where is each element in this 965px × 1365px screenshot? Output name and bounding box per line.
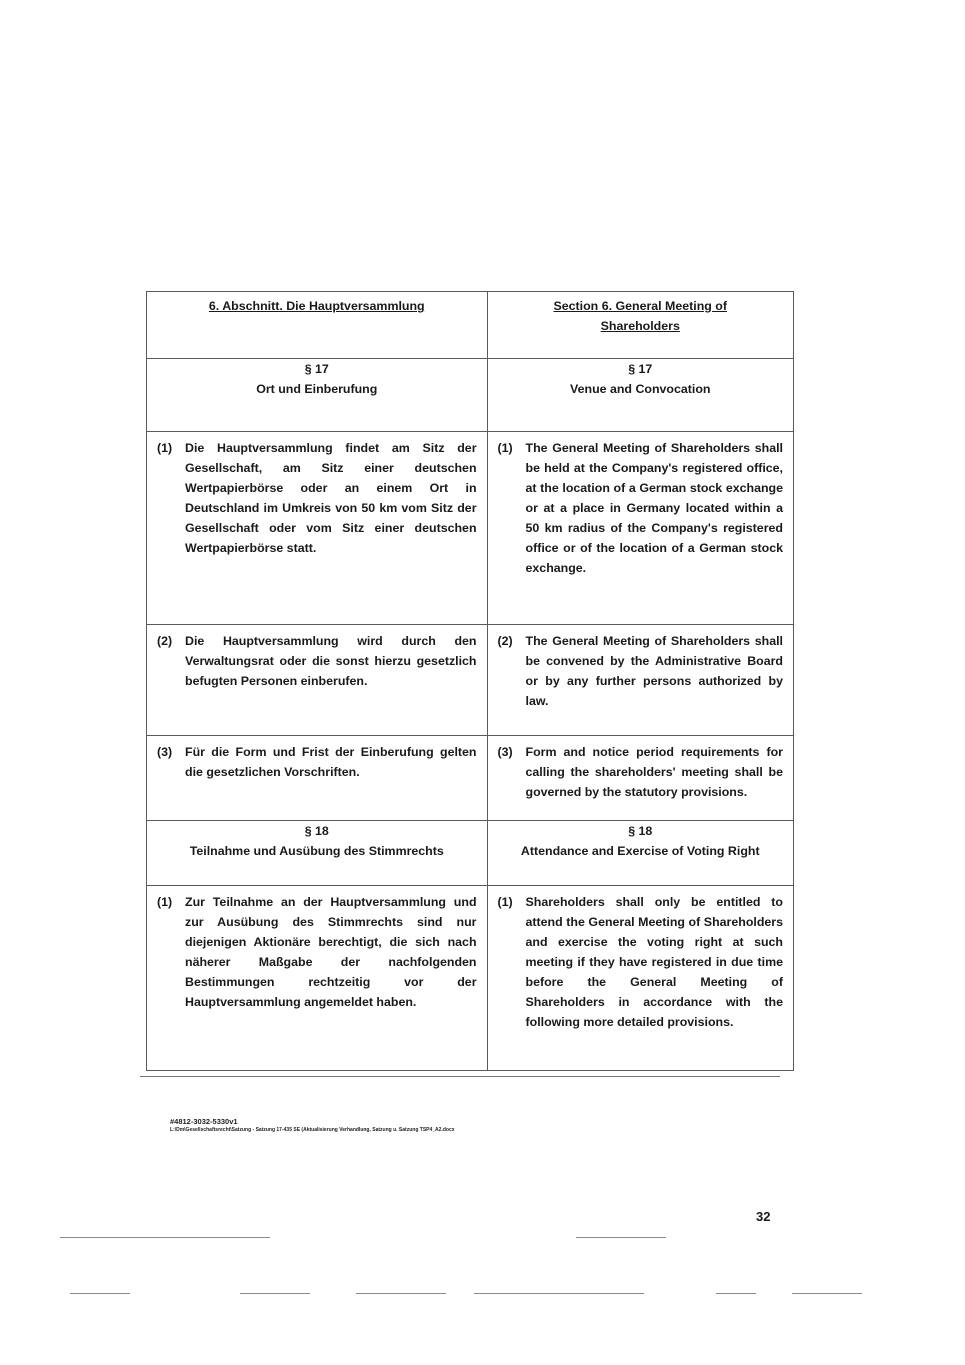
en-s17-number: § 17 bbox=[628, 362, 653, 376]
s17-para-1-row bbox=[147, 432, 794, 625]
de-para-text: Für die Form und Frist der Einberufung gelten die gesetzlichen Vorschriften. bbox=[185, 745, 477, 779]
de-para-number: (2) bbox=[157, 634, 173, 648]
scan-artifact-line bbox=[716, 1293, 756, 1294]
en-para-number: (2) bbox=[497, 634, 513, 648]
de-s17-title: Ort und Einberufung bbox=[256, 382, 378, 396]
de-s17-number: § 17 bbox=[304, 362, 329, 376]
de-para-text: Zur Teilnahme an der Hauptversammlung und zur Ausübung des Stimmrechts sind nur diejenigen Aktionäre berechtigt, die sich nach näherer Maßgabe der nachfolgenden Bestimmungen rechtzeitig vor der Hauptversammlung angemeldet haben. bbox=[185, 895, 477, 1009]
de-s17-para-2 bbox=[147, 625, 488, 736]
s17-header-row bbox=[147, 359, 794, 432]
articles-table bbox=[146, 291, 794, 1071]
de-para-number: (1) bbox=[157, 441, 173, 455]
de-s18-header bbox=[147, 821, 488, 886]
en-s18-title: Attendance and Exercise of Voting Right bbox=[520, 844, 760, 858]
en-para-number: (3) bbox=[497, 745, 513, 759]
en-section-title: Section 6. General Meeting of Shareholders bbox=[553, 299, 728, 333]
de-para-number: (1) bbox=[157, 895, 173, 909]
en-para-text: Form and notice period requirements for calling the shareholders' meeting shall be governed by the statutory provisions. bbox=[525, 745, 783, 799]
de-section-cell bbox=[147, 292, 488, 359]
en-s17-title: Venue and Convocation bbox=[570, 382, 711, 396]
en-s18-header bbox=[487, 821, 793, 886]
en-para-text: Shareholders shall only be entitled to attend the General Meeting of Shareholders and exercise the voting right at such meeting if they have registered in due time before the General Meeting of Shareholders in accordance with the following more detailed provisions. bbox=[525, 895, 783, 1029]
page-number: 32 bbox=[756, 1209, 771, 1224]
s18-header-row bbox=[147, 821, 794, 886]
en-s18-number: § 18 bbox=[628, 824, 653, 838]
de-s17-para-3 bbox=[147, 736, 488, 821]
en-para-number: (1) bbox=[497, 895, 513, 909]
de-para-text: Die Hauptversammlung findet am Sitz der Gesellschaft, am Sitz einer deutschen Wertpapierbörse oder an einem Ort in Deutschland im Umkreis von 50 km vom Sitz der Gesellschaft oder vom Sitz einer deutschen Wertpapierbörse statt. bbox=[185, 441, 477, 555]
de-para-number: (3) bbox=[157, 745, 173, 759]
de-s18-number: § 18 bbox=[304, 824, 329, 838]
en-s17-para-3 bbox=[487, 736, 793, 821]
scan-artifact-line bbox=[240, 1293, 310, 1294]
doc-file-path: L:\Dm\Gesellschaftsrecht\Satzung - Satzung 17-435 SE (Aktualisierung Verhandlung, Satzung u. Satzung TSP4_A2.docx bbox=[170, 1127, 455, 1133]
de-s17-header bbox=[147, 359, 488, 432]
de-s18-para-1 bbox=[147, 886, 488, 1071]
scan-artifact-line bbox=[474, 1293, 644, 1294]
en-section-cell bbox=[487, 292, 793, 359]
en-s18-para-1 bbox=[487, 886, 793, 1071]
scan-artifact-line bbox=[70, 1293, 130, 1294]
en-para-text: The General Meeting of Shareholders shall be held at the Company's registered office, at the location of a German stock exchange or at a place in Germany located within a 50 km radius of the Company's registered office or of the location of a German stock exchange. bbox=[525, 441, 783, 575]
section-header-row bbox=[147, 292, 794, 359]
s18-para-1-row bbox=[147, 886, 794, 1071]
de-s17-para-1 bbox=[147, 432, 488, 625]
scan-artifact-line bbox=[792, 1293, 862, 1294]
en-s17-para-2 bbox=[487, 625, 793, 736]
en-para-text: The General Meeting of Shareholders shall be convened by the Administrative Board or by any further persons authorized by law. bbox=[525, 634, 783, 708]
de-s18-title: Teilnahme und Ausübung des Stimmrechts bbox=[189, 844, 444, 858]
en-s17-header bbox=[487, 359, 793, 432]
scan-artifact-line bbox=[356, 1293, 446, 1294]
table-bottom-rule bbox=[140, 1076, 780, 1077]
scan-artifact-line bbox=[576, 1237, 666, 1238]
de-section-title: 6. Abschnitt. Die Hauptversammlung bbox=[208, 299, 425, 313]
de-para-text: Die Hauptversammlung wird durch den Verwaltungsrat oder die sonst hierzu gesetzlich befugten Personen einberufen. bbox=[185, 634, 477, 688]
s17-para-2-row bbox=[147, 625, 794, 736]
document-reference bbox=[170, 1117, 455, 1135]
scan-artifact-line bbox=[60, 1237, 270, 1238]
doc-ref-number: #4812-3032-5330v1 bbox=[170, 1117, 238, 1126]
s17-para-3-row bbox=[147, 736, 794, 821]
en-para-number: (1) bbox=[497, 441, 513, 455]
en-s17-para-1 bbox=[487, 432, 793, 625]
